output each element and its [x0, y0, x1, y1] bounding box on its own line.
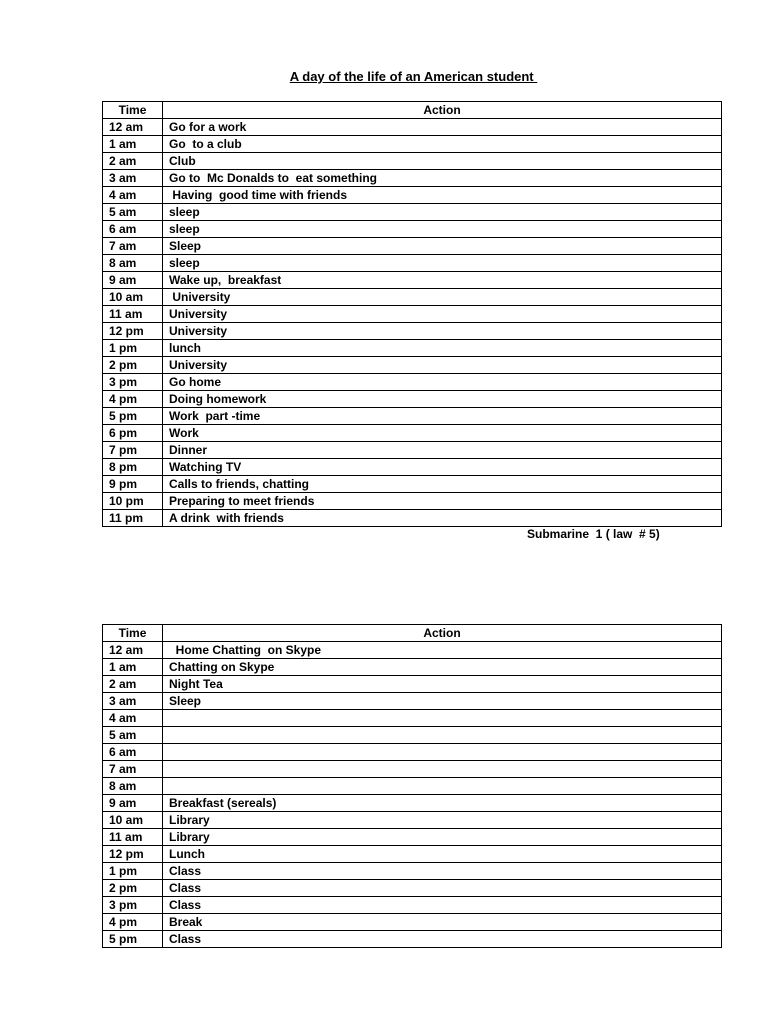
table-row — [103, 880, 722, 897]
time-cell: 11 am — [103, 829, 163, 846]
action-cell: Break — [163, 914, 722, 931]
time-cell: 7 am — [103, 238, 163, 255]
action-cell: University — [163, 357, 722, 374]
table-row — [103, 642, 722, 659]
time-cell: 12 pm — [103, 323, 163, 340]
time-column-header: Time — [103, 102, 163, 119]
time-cell: 2 am — [103, 676, 163, 693]
action-cell: sleep — [163, 221, 722, 238]
table-header-row — [103, 625, 722, 642]
time-cell: 3 pm — [103, 374, 163, 391]
table-row — [103, 778, 722, 795]
table-note: Submarine 1 ( law # 5) — [527, 527, 660, 541]
table-row — [103, 306, 722, 323]
time-cell: 4 am — [103, 187, 163, 204]
time-cell: 7 pm — [103, 442, 163, 459]
schedule-table-2 — [102, 624, 722, 948]
action-cell — [163, 761, 722, 778]
time-cell: 12 am — [103, 642, 163, 659]
time-cell: 9 am — [103, 272, 163, 289]
action-cell — [163, 710, 722, 727]
time-cell: 12 pm — [103, 846, 163, 863]
table-row — [103, 459, 722, 476]
table-row — [103, 272, 722, 289]
action-cell: Library — [163, 829, 722, 846]
time-cell: 4 pm — [103, 391, 163, 408]
table-row — [103, 374, 722, 391]
time-cell: 4 pm — [103, 914, 163, 931]
time-cell: 5 pm — [103, 931, 163, 948]
table-row — [103, 221, 722, 238]
action-cell: Home Chatting on Skype — [163, 642, 722, 659]
action-cell: Class — [163, 863, 722, 880]
action-cell: Library — [163, 812, 722, 829]
table-row — [103, 136, 722, 153]
action-column-header: Action — [163, 625, 722, 642]
table-row — [103, 204, 722, 221]
table-row — [103, 676, 722, 693]
table-row — [103, 289, 722, 306]
table-row — [103, 914, 722, 931]
table-row — [103, 744, 722, 761]
time-cell: 6 am — [103, 744, 163, 761]
table-row — [103, 170, 722, 187]
table-row — [103, 829, 722, 846]
time-cell: 11 am — [103, 306, 163, 323]
table-row — [103, 761, 722, 778]
schedule-table-1 — [102, 101, 722, 527]
action-cell — [163, 778, 722, 795]
action-cell: Chatting on Skype — [163, 659, 722, 676]
table-row — [103, 408, 722, 425]
table-row — [103, 897, 722, 914]
table-row — [103, 391, 722, 408]
time-cell: 10 am — [103, 812, 163, 829]
action-cell: University — [163, 306, 722, 323]
time-cell: 9 pm — [103, 476, 163, 493]
action-cell: Watching TV — [163, 459, 722, 476]
table-row — [103, 340, 722, 357]
table-row — [103, 187, 722, 204]
time-cell: 9 am — [103, 795, 163, 812]
table-row — [103, 476, 722, 493]
action-cell: Preparing to meet friends — [163, 493, 722, 510]
table-row — [103, 846, 722, 863]
table-row — [103, 693, 722, 710]
action-cell: Go home — [163, 374, 722, 391]
table-row — [103, 931, 722, 948]
action-cell: Go to Mc Donalds to eat something — [163, 170, 722, 187]
table-row — [103, 659, 722, 676]
time-cell: 2 pm — [103, 880, 163, 897]
table-row — [103, 425, 722, 442]
action-cell: Lunch — [163, 846, 722, 863]
time-cell: 3 am — [103, 170, 163, 187]
table-row — [103, 238, 722, 255]
time-cell: 10 pm — [103, 493, 163, 510]
time-cell: 1 am — [103, 659, 163, 676]
table-row — [103, 442, 722, 459]
time-cell: 8 am — [103, 778, 163, 795]
action-cell: Wake up, breakfast — [163, 272, 722, 289]
table-row — [103, 493, 722, 510]
action-cell: Breakfast (sereals) — [163, 795, 722, 812]
action-cell: Dinner — [163, 442, 722, 459]
action-cell: Work part -time — [163, 408, 722, 425]
table-row — [103, 153, 722, 170]
time-cell: 2 am — [103, 153, 163, 170]
action-cell — [163, 727, 722, 744]
table-header-row — [103, 102, 722, 119]
action-cell: University — [163, 323, 722, 340]
time-cell: 3 am — [103, 693, 163, 710]
time-cell: 3 pm — [103, 897, 163, 914]
action-cell: Calls to friends, chatting — [163, 476, 722, 493]
action-cell: lunch — [163, 340, 722, 357]
action-cell: University — [163, 289, 722, 306]
action-cell: Class — [163, 880, 722, 897]
table-row — [103, 710, 722, 727]
time-cell: 12 am — [103, 119, 163, 136]
action-cell: A drink with friends — [163, 510, 722, 527]
time-cell: 1 pm — [103, 863, 163, 880]
table-row — [103, 119, 722, 136]
table-row — [103, 812, 722, 829]
time-cell: 4 am — [103, 710, 163, 727]
action-cell: Club — [163, 153, 722, 170]
table-row — [103, 795, 722, 812]
table-row — [103, 255, 722, 272]
action-cell: Having good time with friends — [163, 187, 722, 204]
time-cell: 5 am — [103, 727, 163, 744]
time-cell: 5 pm — [103, 408, 163, 425]
time-cell: 1 am — [103, 136, 163, 153]
action-cell: Sleep — [163, 693, 722, 710]
time-cell: 8 pm — [103, 459, 163, 476]
action-cell: sleep — [163, 255, 722, 272]
table-row — [103, 323, 722, 340]
action-cell: Class — [163, 931, 722, 948]
table-row — [103, 863, 722, 880]
action-cell: Class — [163, 897, 722, 914]
action-column-header: Action — [163, 102, 722, 119]
action-cell: Sleep — [163, 238, 722, 255]
action-cell: Work — [163, 425, 722, 442]
table-row — [103, 727, 722, 744]
time-cell: 7 am — [103, 761, 163, 778]
action-cell — [163, 744, 722, 761]
table-row — [103, 357, 722, 374]
action-cell: Go to a club — [163, 136, 722, 153]
time-cell: 11 pm — [103, 510, 163, 527]
action-cell: sleep — [163, 204, 722, 221]
time-cell: 5 am — [103, 204, 163, 221]
time-cell: 8 am — [103, 255, 163, 272]
time-column-header: Time — [103, 625, 163, 642]
time-cell: 6 pm — [103, 425, 163, 442]
document-title: A day of the life of an American student — [289, 69, 538, 84]
action-cell: Night Tea — [163, 676, 722, 693]
time-cell: 10 am — [103, 289, 163, 306]
time-cell: 2 pm — [103, 357, 163, 374]
time-cell: 6 am — [103, 221, 163, 238]
action-cell: Doing homework — [163, 391, 722, 408]
table-row — [103, 510, 722, 527]
action-cell: Go for a work — [163, 119, 722, 136]
time-cell: 1 pm — [103, 340, 163, 357]
